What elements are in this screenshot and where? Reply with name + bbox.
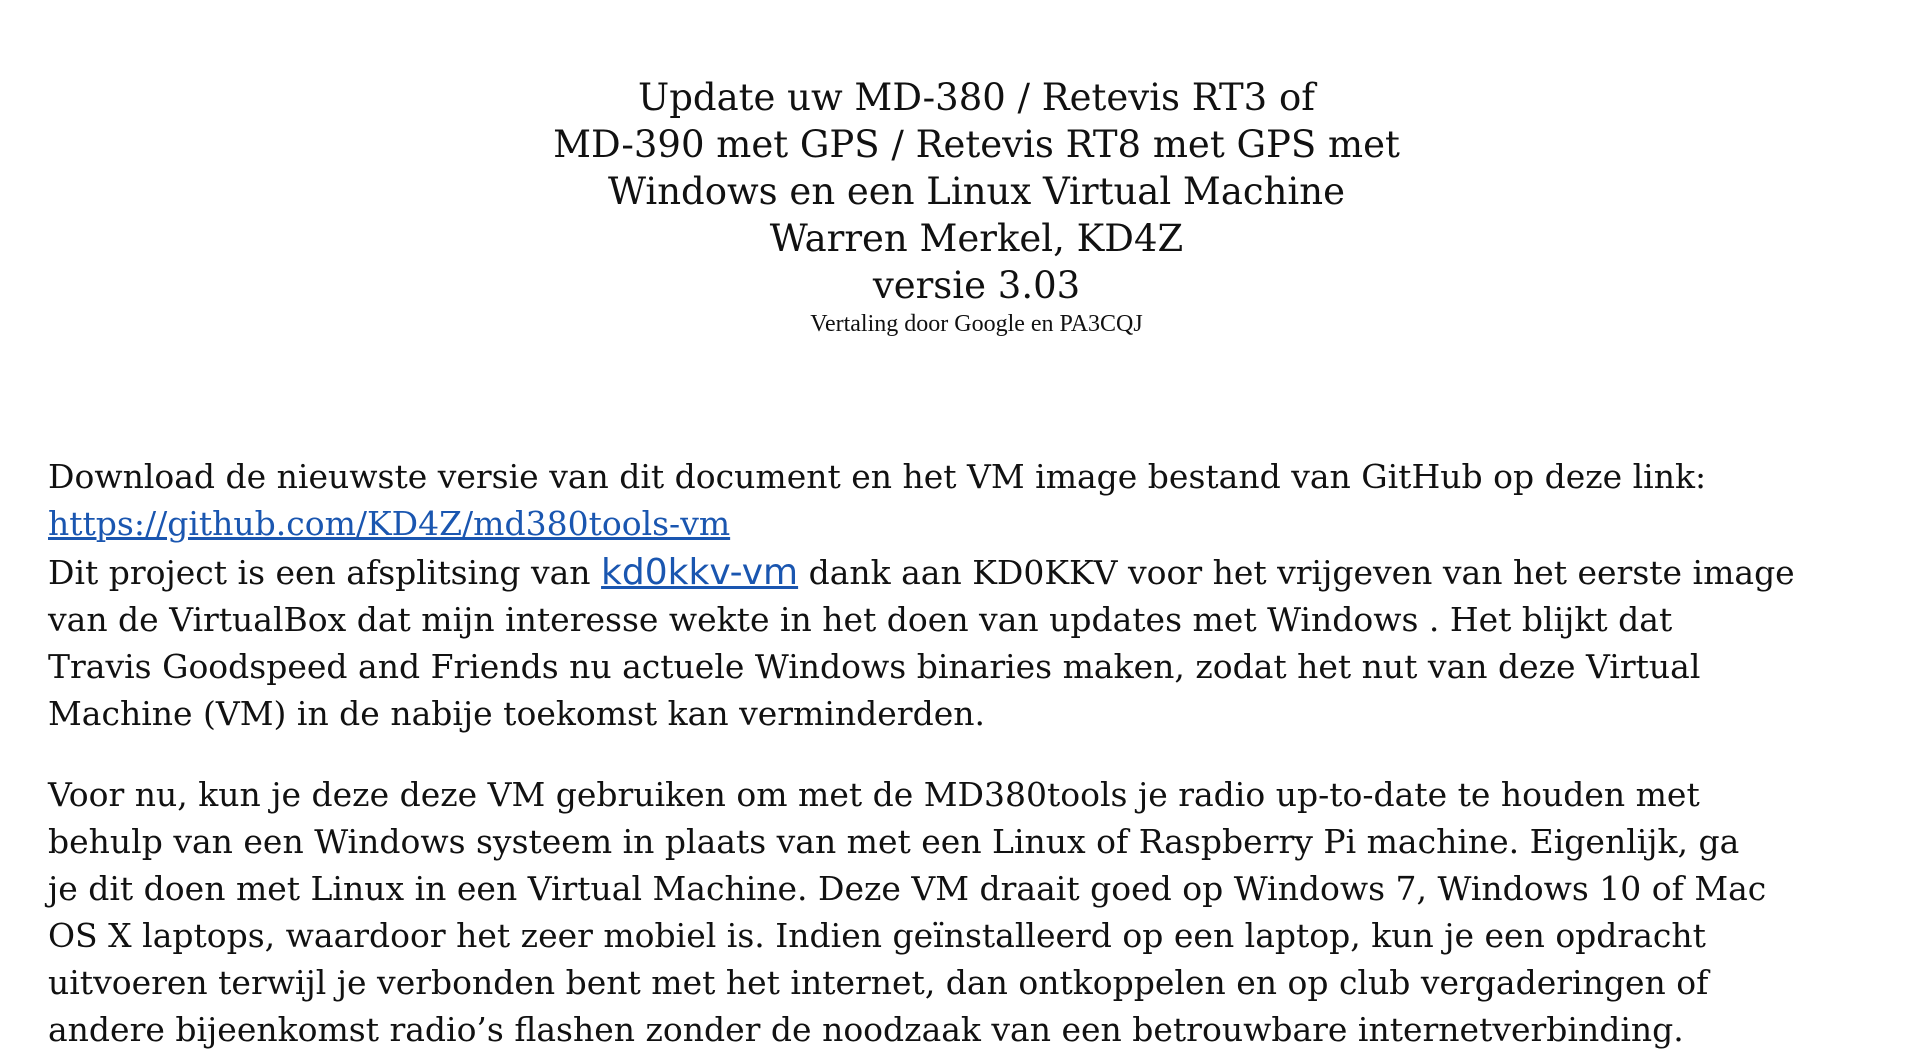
fork-text-after: dank aan KD0KKV voor het vrijgeven van het eerste image [798, 553, 1795, 592]
usage-line-2: behulp van een Windows systeem in plaats van met een Linux of Raspberry Pi machine. Eigenlijk, ga [48, 822, 1740, 861]
title-line-1: Update uw MD-380 / Retevis RT3 of [638, 76, 1315, 119]
document-body [48, 453, 1918, 1053]
fork-text-before: Dit project is een afsplitsing van [48, 553, 602, 592]
title-block [0, 74, 1929, 339]
fork-line-3: Travis Goodspeed and Friends nu actuele Windows binaries maken, zodat het nut van deze Virtual [48, 647, 1701, 686]
author-line: Warren Merkel, KD4Z [769, 217, 1184, 260]
version-line: versie 3.03 [872, 264, 1081, 307]
usage-line-5: uitvoeren terwijl je verbonden bent met het internet, dan ontkoppelen en op club vergaderingen of [48, 963, 1709, 1002]
download-text: Download de nieuwste versie van dit document en het VM image bestand van GitHub op deze link: [48, 457, 1707, 496]
usage-line-6: andere bijeenkomst radio’s flashen zonder de noodzaak van een betrouwbare internetverbinding. [48, 1010, 1684, 1049]
fork-line-2: van de VirtualBox dat mijn interesse wekte in het doen van updates met Windows . Het blijkt dat [48, 600, 1673, 639]
title-line-2: MD-390 met GPS / Retevis RT8 met GPS met [553, 123, 1400, 166]
fork-line-4: Machine (VM) in de nabije toekomst kan verminderden. [48, 694, 985, 733]
fork-paragraph [48, 549, 1918, 737]
usage-line-3: je dit doen met Linux in een Virtual Machine. Deze VM draait goed op Windows 7, Windows 10 of Mac [48, 869, 1767, 908]
kd0kkv-vm-link[interactable]: kd0kkv-vm [601, 552, 799, 593]
fork-line-1 [48, 549, 1918, 596]
github-link[interactable]: https://github.com/KD4Z/md380tools-vm [48, 504, 731, 543]
download-paragraph [48, 453, 1918, 547]
paragraph-spacer [48, 737, 1918, 771]
usage-line-4: OS X laptops, waardoor het zeer mobiel is. Indien geïnstalleerd op een laptop, kun je een opdracht [48, 916, 1706, 955]
translation-note: Vertaling door Google en PA3CQJ [810, 311, 1143, 337]
usage-paragraph [48, 771, 1918, 1053]
download-link-line [48, 500, 1918, 547]
usage-line-1: Voor nu, kun je deze deze VM gebruiken om met de MD380tools je radio up-to-date te houden met [48, 775, 1700, 814]
title-line-3: Windows en een Linux Virtual Machine [608, 170, 1345, 213]
